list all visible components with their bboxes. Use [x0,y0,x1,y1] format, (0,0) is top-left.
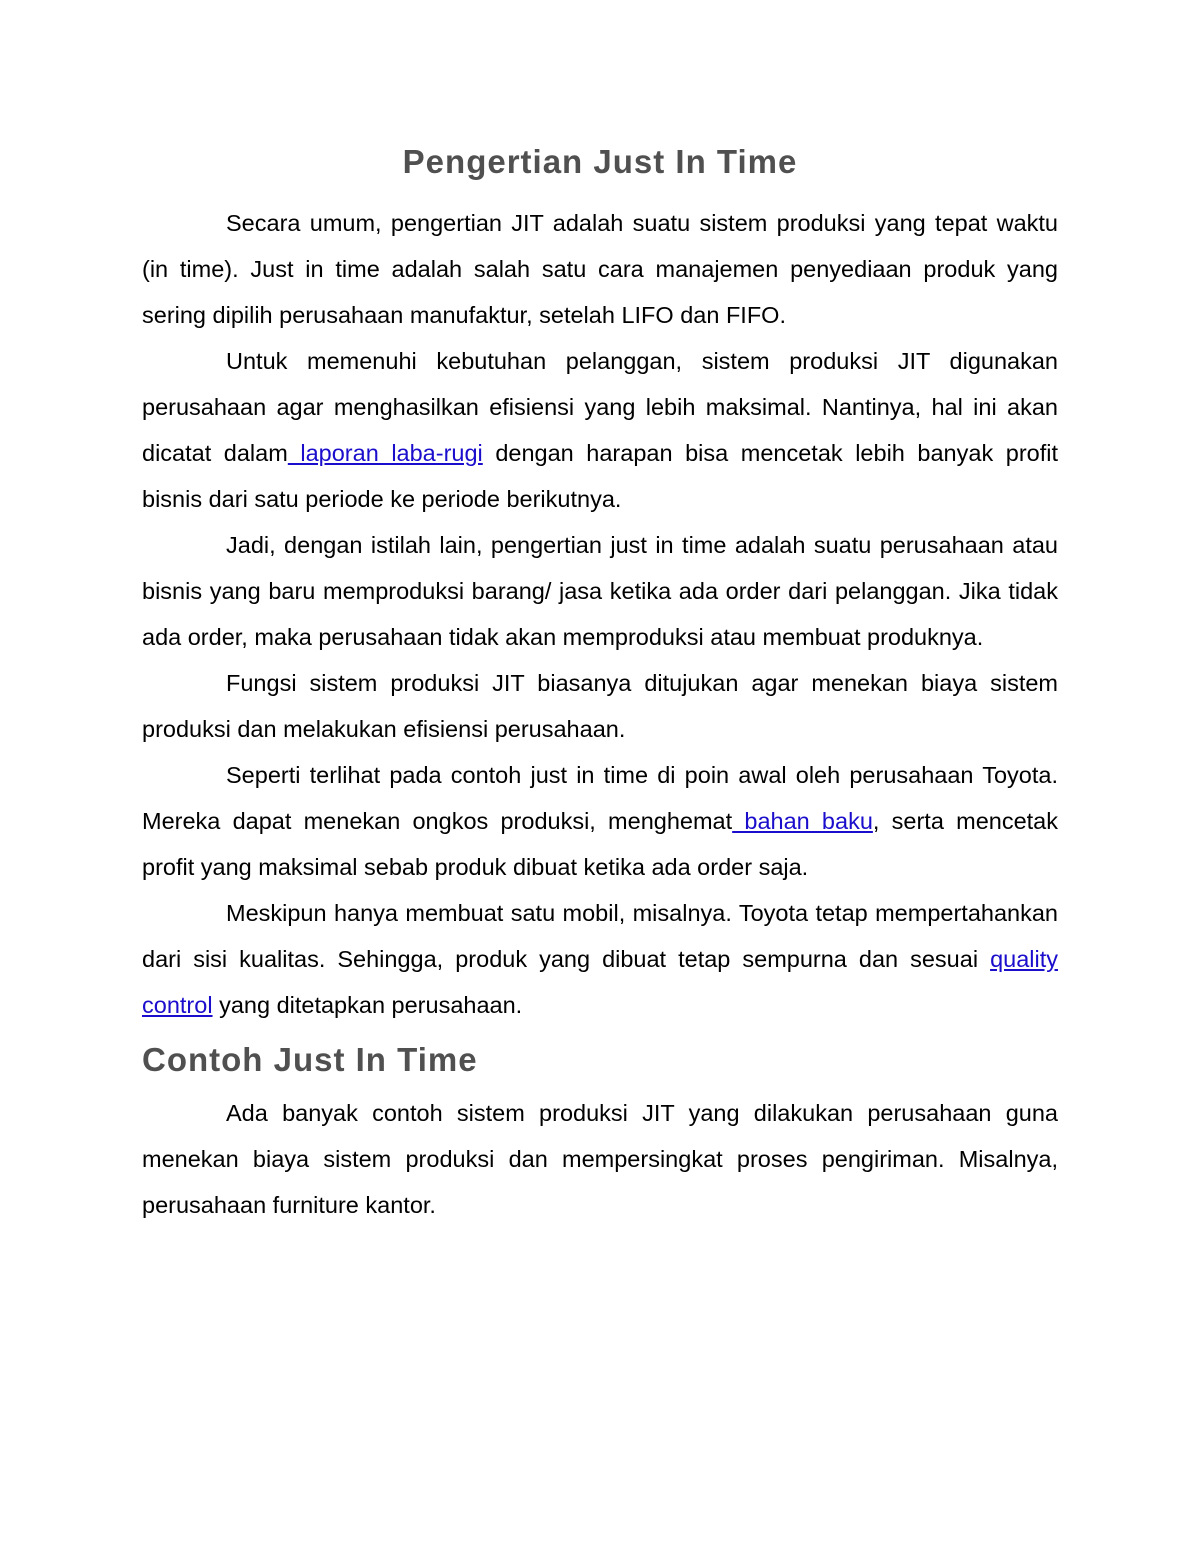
paragraph-text: Seperti terlihat pada contoh just in time di poin awal oleh perusahaan Toyota. Mereka dapat menekan ongkos produksi, menghemat [142,762,1058,834]
paragraph-jit-examples: Ada banyak contoh sistem produksi JIT yang dilakukan perusahaan guna menekan biaya sistem produksi dan mempersingkat proses pengiriman. Misalnya, perusahaan furniture kantor. [142,1100,1058,1218]
paragraph-toyota-example [142,752,1058,890]
paragraph-text: , serta mencetak profit yang maksimal sebab produk dibuat ketika ada order saja. [142,808,1058,880]
paragraph-other-terms: Jadi, dengan istilah lain, pengertian just in time adalah suatu perusahaan atau bisnis yang baru memproduksi barang/ jasa ketika ada order dari pelanggan. Jika tidak ada order, maka perusahaan tidak akan memproduksi atau membuat produknya. [142,532,1058,650]
paragraph-text: Untuk memenuhi kebutuhan pelanggan, sistem produksi JIT digunakan perusahaan agar menghasilkan efisiensi yang lebih maksimal. Nantinya, hal ini akan dicatat dalam [142,348,1058,466]
paragraph-text: dengan harapan bisa mencetak lebih banyak profit bisnis dari satu periode ke periode berikutnya. [142,440,1058,512]
laporan-laba-rugi-link[interactable]: laporan laba-rugi [287,440,483,466]
quality-control-link[interactable]: quality control [142,946,1058,1018]
paragraph-jit-definition: Secara umum, pengertian JIT adalah suatu sistem produksi yang tepat waktu (in time). Just in time adalah salah satu cara manajemen penyediaan produk yang sering dipilih perusahaan manufaktur, setelah LIFO dan FIFO. [142,210,1058,328]
paragraph-text: yang ditetapkan perusahaan. [212,992,523,1018]
paragraph-jit-function: Fungsi sistem produksi JIT biasanya ditujukan agar menekan biaya sistem produksi dan melakukan efisiensi perusahaan. [142,670,1058,742]
bahan-baku-link[interactable]: bahan baku [732,808,873,834]
paragraph-toyota-quality [142,890,1058,1028]
document-page [142,138,1058,1228]
paragraph-text: Meskipun hanya membuat satu mobil, misalnya. Toyota tetap mempertahankan dari sisi kualitas. Sehingga, produk yang dibuat tetap sempurna dan sesuai [142,900,1058,972]
section-heading-contoh: Contoh Just In Time [142,1041,478,1078]
document-title: Pengertian Just In Time [402,143,798,180]
paragraph-customer-needs [142,338,1058,522]
